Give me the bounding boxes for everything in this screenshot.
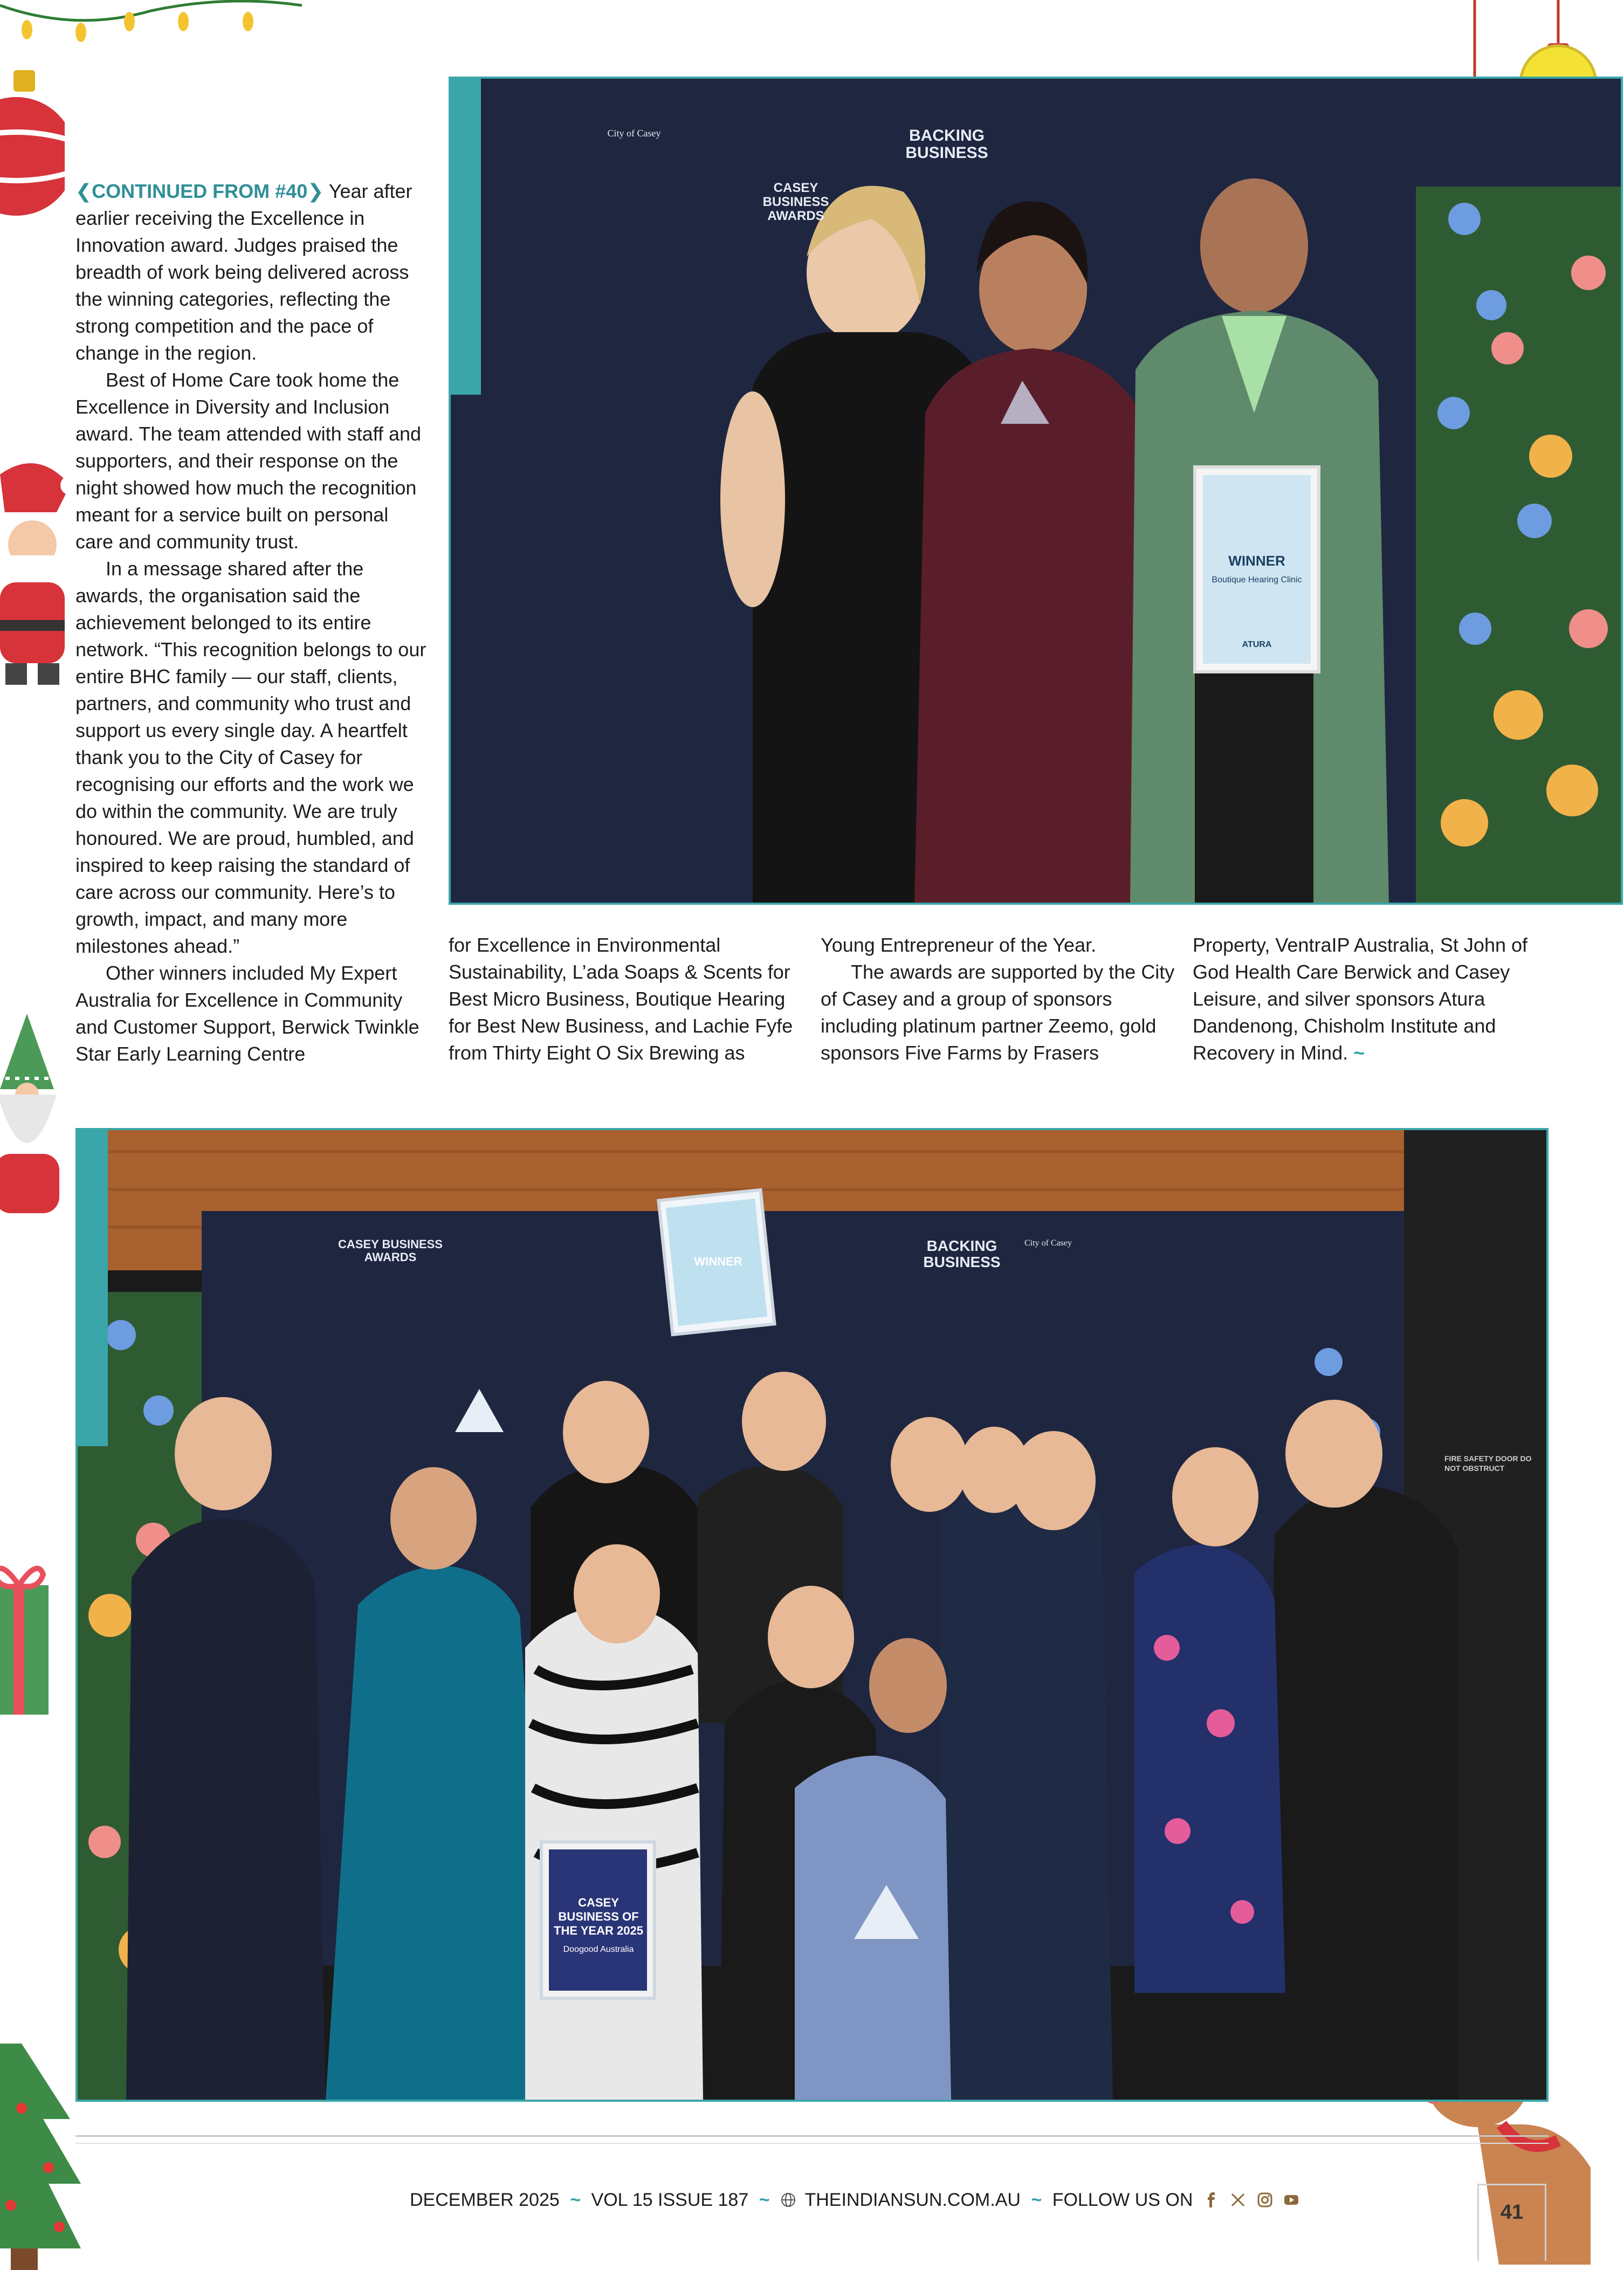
award-photo-boutique-hearing	[449, 77, 1623, 905]
page-number: 41	[1477, 2184, 1546, 2261]
certificate-title: WINNER	[1228, 553, 1285, 569]
paragraph-text: Young Entrepreneur of the Year.	[821, 934, 1097, 956]
certificate-sponsor: ATURA	[1242, 640, 1272, 649]
x-icon[interactable]	[1230, 2192, 1246, 2208]
follow-label: FOLLOW US ON	[1052, 2190, 1193, 2211]
paragraph-text: Other winners included My Expert Australia for Excellence in Community and Customer Support, Berwick Twinkle Star Early Learning Centre	[75, 962, 419, 1065]
article-column-2	[449, 932, 804, 1067]
door-sign: FIRE SAFETY DOOR DO NOT OBSTRUCT	[1444, 1454, 1532, 1473]
photo-accent-bar	[75, 1128, 108, 1446]
gnome-decoration	[0, 1014, 70, 1229]
certificate-org: Doogood Australia	[563, 1945, 634, 1954]
paragraph-text: for Excellence in Environmental Sustainability, L’ada Soaps & Scents for Best Micro Business, Boutique Hearing for Best New Business, and Lachie Fyfe from Thirty Eight O Six Brewing as	[449, 934, 793, 1064]
backdrop-text: BACKING BUSINESS	[905, 127, 988, 162]
footer-divider	[75, 2143, 1549, 2144]
santa-decoration	[0, 453, 86, 690]
certificate-title: WINNER	[694, 1255, 742, 1268]
issue-date: DECEMBER 2025	[410, 2190, 560, 2211]
backdrop-text: City of Casey	[1024, 1239, 1072, 1248]
gift-decoration	[0, 1553, 54, 1715]
award-photo-group	[75, 1128, 1549, 2102]
paragraph-text: Property, VentraIP Australia, St John of God Health Care Berwick and Casey Leisure, and silver sponsors Atura Dandenong, Chisholm Institute and Recovery in Mind.	[1193, 934, 1528, 1064]
paragraph-text: In a message shared after the awards, the organisation said the achievement belonged to its entire network. “This recognition belongs to our entire BHC family — our staff, clients, partners, and community who trust and support us every single day. A heartfelt thank you to the City of Casey for recognising our efforts and the work we do within the community. We are truly honoured. We are proud, humbled, and inspired to keep raising the standard of care across our community. Here’s to growth, impact, and many more milestones ahead.”	[75, 558, 426, 957]
backdrop-text: BACKING BUSINESS	[923, 1237, 1001, 1270]
globe-icon	[780, 2192, 796, 2208]
article-column-1	[75, 178, 431, 1068]
certificate-title: CASEY BUSINESS OF THE YEAR 2025	[554, 1896, 643, 1937]
website-link[interactable]: THEINDIANSUN.COM.AU	[804, 2190, 1021, 2211]
paragraph-text: The awards are supported by the City of Casey and a group of sponsors including platinum partner Zeemo, gold sponsors Five Farms by Frasers	[821, 961, 1175, 1064]
paragraph-text: Year after earlier receiving the Excellence in Innovation award. Judges praised the breadth of work being delivered across the winning categories, reflecting the strong competition and the pace of change in the region.	[75, 180, 412, 364]
christmas-tree-decoration	[0, 2044, 81, 2270]
footer-line	[410, 2186, 1272, 2212]
red-bauble-decoration	[0, 65, 65, 237]
article-column-3	[821, 932, 1176, 1067]
backdrop-text: City of Casey	[607, 128, 661, 139]
facebook-icon[interactable]	[1203, 2192, 1220, 2208]
end-mark-icon: ~	[1353, 1042, 1365, 1064]
string-lights-decoration	[0, 0, 302, 54]
paragraph-text: Best of Home Care took home the Excellence in Diversity and Inclusion award. The team attended with staff and supporters, and their response on the night showed how much the recognition meant for a service built on personal care and community trust.	[75, 369, 422, 553]
certificate-org: Boutique Hearing Clinic	[1212, 575, 1302, 584]
continued-label: ❮CONTINUED FROM #40❯	[75, 180, 324, 202]
backdrop-text: CASEY BUSINESS AWARDS	[762, 181, 829, 223]
issue-number: VOL 15 ISSUE 187	[591, 2190, 749, 2211]
backdrop-text: CASEY BUSINESS AWARDS	[338, 1237, 443, 1264]
separator-icon: ~	[759, 2190, 770, 2211]
youtube-icon[interactable]	[1283, 2192, 1299, 2208]
photo-accent-bar	[449, 77, 481, 395]
separator-icon: ~	[570, 2190, 581, 2211]
separator-icon: ~	[1031, 2190, 1042, 2211]
instagram-icon[interactable]	[1257, 2192, 1273, 2208]
footer-divider	[75, 2135, 1549, 2137]
article-column-4	[1193, 932, 1549, 1067]
